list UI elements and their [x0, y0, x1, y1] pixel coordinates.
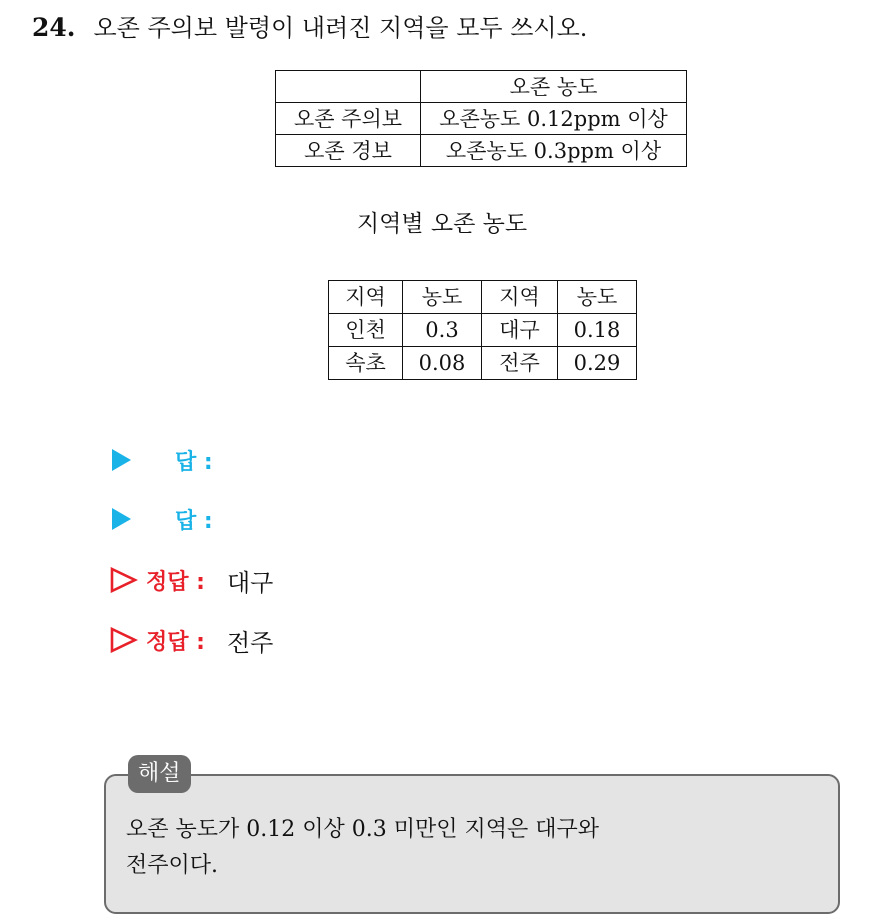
table-cell: 0.3: [403, 314, 482, 347]
correct-row-1: [110, 560, 273, 600]
table-header-cell: 농도: [558, 281, 637, 314]
answer-label: 답 :: [175, 449, 213, 475]
question-text: 오존 주의보 발령이 내려진 지역을 모두 쓰시오.: [93, 14, 588, 42]
table-cell: 오존 경보: [276, 135, 421, 167]
region-ozone-table: [328, 280, 637, 380]
table-header-cell: 오존 농도: [421, 71, 687, 103]
explanation-line: 전주이다.: [126, 853, 219, 878]
table-cell: 0.18: [558, 314, 637, 347]
outline-triangle-icon: [110, 567, 138, 593]
table-header-cell: 지역: [482, 281, 558, 314]
table-cell: 대구: [482, 314, 558, 347]
region-table-title: 지역별 오존 농도: [356, 211, 528, 237]
table-row: [329, 314, 637, 347]
table-cell: 전주: [482, 347, 558, 380]
correct-answer-value: 전주: [226, 628, 274, 657]
correct-answer-label: 정답 :: [146, 569, 205, 595]
question: [32, 12, 587, 44]
correct-row-2: [110, 620, 273, 660]
triangle-bullet-icon: [112, 449, 131, 471]
table-header-cell: 농도: [403, 281, 482, 314]
table-cell: 인천: [329, 314, 403, 347]
answer-row-1: [110, 440, 213, 480]
table-header-cell: 지역: [329, 281, 403, 314]
table-cell: 0.29: [558, 347, 637, 380]
outline-triangle-icon: [110, 627, 138, 653]
table-cell: 속초: [329, 347, 403, 380]
table-row: [329, 347, 637, 380]
table-row: [329, 281, 637, 314]
explanation-tag: 해설: [128, 755, 191, 793]
table-cell: 오존 주의보: [276, 103, 421, 135]
table-cell: 0.08: [403, 347, 482, 380]
explanation-text: [126, 812, 726, 884]
correct-answer-label: 정답 :: [146, 629, 205, 655]
table-row: [276, 135, 687, 167]
answer-label: 답 :: [175, 508, 213, 534]
table-cell: 오존농도 0.3ppm 이상: [421, 135, 687, 167]
table-cell: [276, 71, 421, 103]
table-row: [276, 71, 687, 103]
table-row: [276, 103, 687, 135]
table-cell: 오존농도 0.12ppm 이상: [421, 103, 687, 135]
ozone-alert-table: [275, 70, 687, 167]
question-number: 24.: [32, 13, 76, 42]
correct-answer-value: 대구: [226, 568, 274, 597]
answer-row-2: [110, 499, 213, 539]
triangle-bullet-icon: [112, 508, 131, 530]
explanation-line: 오존 농도가 0.12 이상 0.3 미만인 지역은 대구와: [126, 817, 599, 842]
